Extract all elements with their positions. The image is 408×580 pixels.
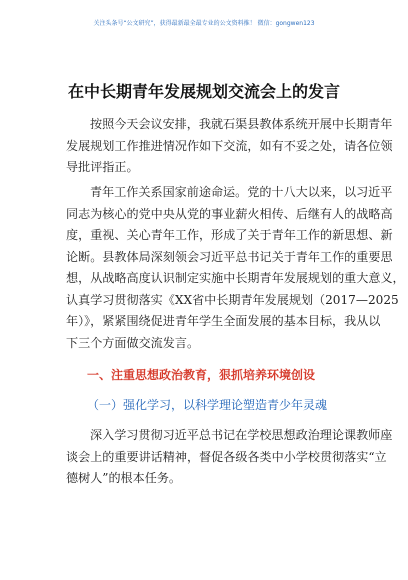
paragraph-line: 下三个方面做交流发言。 — [66, 335, 200, 350]
paragraph-line: 德树人”的根本任务。 — [66, 471, 182, 485]
paragraph-line: 谈会上的重要讲话精神，督促各级各类中小学校贯彻落实“立 — [66, 449, 387, 464]
paragraph-line: 深入学习贯彻习近平总书记在学校思想政治理论课教师座 — [90, 428, 393, 442]
paragraph-line: 度，重视、关心青年工作，形成了关于青年工作的新思想、新 — [66, 228, 393, 242]
paragraph-background — [66, 182, 405, 354]
section-heading: 一、注重思想政治教育，狠抓培养环境创设 — [87, 368, 316, 382]
paragraph-line: 青年工作关系国家前途命运。党的十八大以来，以习近平 — [90, 185, 393, 199]
paragraph-line: 同志为核心的党中央从党的事业薪火相传、后继有人的战略高 — [66, 206, 393, 221]
paragraph-line: 认真学习贯彻落实《XX省中长期青年发展规划（2017—2025 — [66, 292, 399, 307]
promo-banner[interactable]: 关注头条号“公文研究”，获得最新最全最专业的公文资料推！ 微信：gongwen123 — [93, 20, 315, 27]
paragraph-line: 发展规划工作推进情况作如下交流，如有不妥之处，请各位领 — [66, 138, 393, 153]
paragraph-intro — [66, 114, 393, 179]
paragraph-line: 年）》，紧紧围绕促进青年学生全面发展的基本目标，我从以 — [66, 314, 381, 328]
paragraph-line: 按照今天会议安排，我就石渠县教体系统开展中长期青年 — [90, 117, 393, 131]
paragraph-study — [66, 425, 393, 490]
paragraph-line: 导批评指正。 — [66, 160, 139, 174]
paragraph-line: 想，从战略高度认识制定实施中长期青年发展规划的重大意义， — [66, 271, 405, 285]
document-title: 在中长期青年发展规划交流会上的发言 — [67, 82, 340, 101]
subsection-heading: （一）强化学习，以科学理论塑造青少年灵魂 — [87, 398, 328, 412]
paragraph-line: 论断。县教体局深刻领会习近平总书记关于青年工作的重要思 — [66, 249, 393, 264]
